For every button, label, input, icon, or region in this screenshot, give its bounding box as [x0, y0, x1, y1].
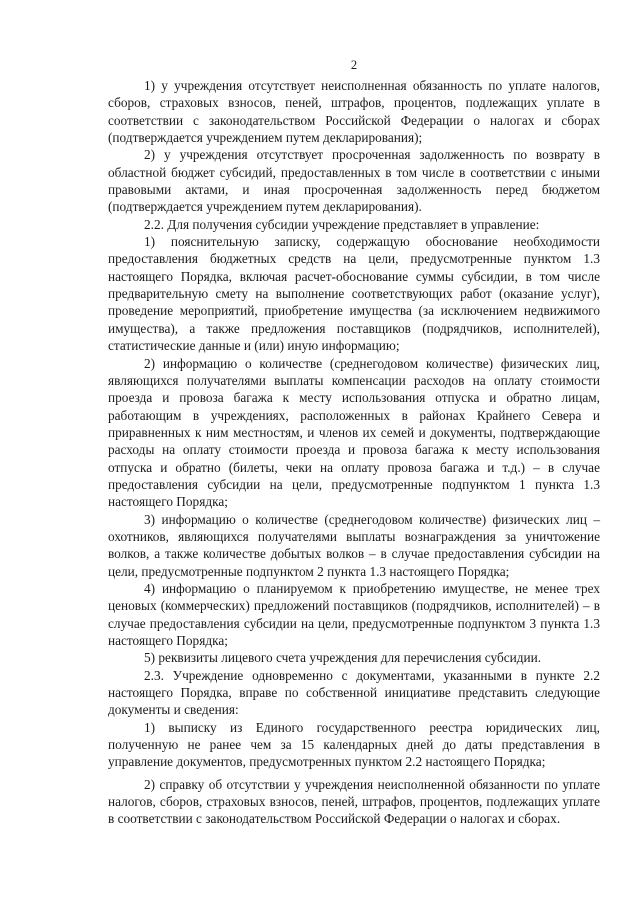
paragraph-account-details: 5) реквизиты лицевого счета учреждения для перечисления субсидии. [144, 650, 542, 666]
paragraph-section-2-3: 2.3. Учреждение одновременно с документами, указанными в пункте 2.2 настоящего Порядка, вправе по собственной инициативе представить следующие документы и сведения: [108, 667, 600, 718]
paragraph-explanatory-note: 1) пояснительную записку, содержащую обоснование необходимости предоставления бюджетных средств на цели, предусмотренные пунктом 1.3 настоящего Порядка, включая расчет-обоснование суммы субсидии, в том числе предварительную смету на выполнение соответствующих работ (оказание услуг), проведение мероприятий, приобретение имущества (за исключением недвижимого имущества), а также предложения поставщиков (подрядчиков, исполнителей), статистические данные и (или) иную информацию; [108, 234, 600, 354]
page-number: 2 [350, 58, 358, 72]
document-page [108, 0, 600, 905]
paragraph-no-tax-debt: 1) у учреждения отсутствует неисполненная обязанность по уплате налогов, сборов, страховых взносов, пеней, штрафов, процентов, подлежащих уплате в соответствии с законодательством Российской Федерации о налогах и сборах (подтверждается учреждением путем декларирования); [108, 78, 600, 146]
paragraph-section-2-2: 2.2. Для получения субсидии учреждение представляет в управление: [144, 216, 540, 232]
paragraph-registry-extract: 1) выписку из Единого государственного реестра юридических лиц, полученную не ранее чем за 15 календарных дней до даты представления в управление документов, предусмотренных пунктом 2.2 настоящего Порядка; [108, 719, 600, 770]
paragraph-no-overdue-debt: 2) у учреждения отсутствует просроченная задолженность по возврату в областной бюджет субсидий, предоставленных в том числе в соответствии с иными правовыми актами, и иная просроченная задолженность перед бюджетом (подтверждается учреждением путем декларирования). [108, 147, 600, 215]
paragraph-travel-compensation: 2) информацию о количестве (среднегодовом количестве) физических лиц, являющихся получателями выплаты компенсации расходов на оплату стоимости проезда и провоза багажа к месту использования отпуска и обратно лицам, работающим в учреждениях, расположенных в районах Крайнего Севера и приравненных к ним местностям, и членов их семей и документы, подтверждающие расходы на оплату стоимости проезда и провоза багажа к месту использования отпуска и обратно (билеты, чеки на оплату провоза багажа и т.д.) – в случае предоставления субсидии на цели, предусмотренные подпунктом 1 пункта 1.3 настоящего Порядка; [108, 355, 600, 510]
paragraph-property-purchase: 4) информацию о планируемом к приобретению имуществе, не менее трех ценовых (коммерческих) предложений поставщиков (подрядчиков, исполнителей) – в случае предоставления субсидии на цели, предусмотренные подпунктом 3 пункта 1.3 настоящего Порядка; [108, 580, 600, 648]
paragraph-tax-certificate: 2) справку об отсутствии у учреждения неисполненной обязанности по уплате налогов, сборов, страховых взносов, пеней, штрафов, процентов, подлежащих уплате в соответствии с законодательством Российской Федерации о налогах и сборах. [108, 776, 600, 827]
paragraph-wolf-hunters: 3) информацию о количестве (среднегодовом количестве) физических лиц – охотников, являющихся получателями выплаты вознаграждения за уничтожение волков, а также количестве добытых волков – в случае предоставления субсидии на цели, предусмотренные подпунктом 2 пункта 1.3 настоящего Порядка; [108, 511, 600, 579]
document-body [108, 77, 600, 828]
